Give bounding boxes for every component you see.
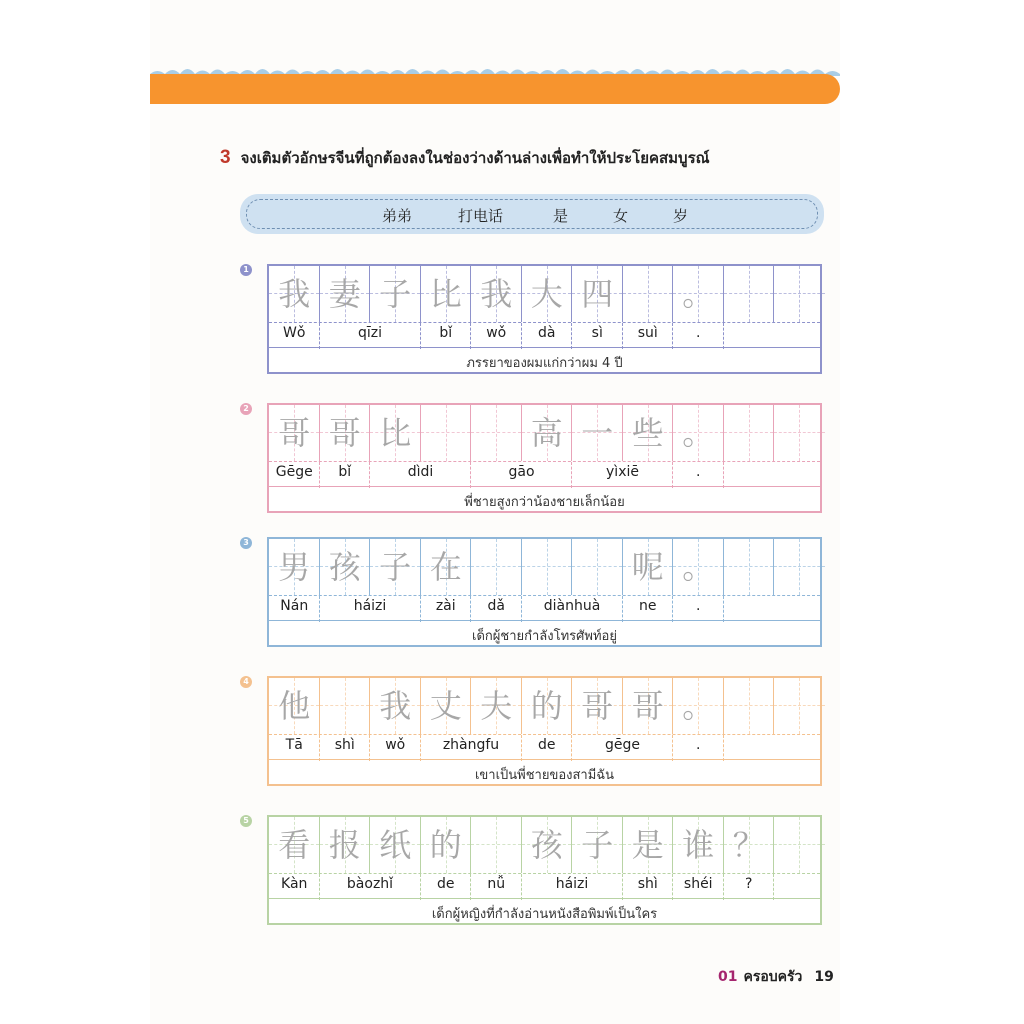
thai-translation: พี่ชายสูงกว่าน้องชายเล็กน้อย: [464, 495, 625, 510]
hanzi-character: 在: [429, 548, 462, 586]
exercise-5: [240, 815, 824, 927]
blank-character-cell[interactable]: [724, 266, 775, 322]
pinyin-text: dà: [538, 325, 556, 341]
pinyin-text: ?: [745, 876, 753, 892]
pinyin-text: Gēge: [275, 464, 313, 480]
pinyin-text: .: [696, 598, 701, 614]
page-number: 19: [814, 969, 834, 985]
writing-grid: [267, 264, 822, 374]
hanzi-character: 比: [379, 414, 412, 452]
pinyin-text: háizi: [555, 876, 589, 892]
pinyin-text: Wǒ: [283, 325, 306, 341]
word-bank-item: 是: [553, 207, 569, 225]
hanzi-character: 是: [631, 826, 664, 864]
hanzi-character: 。: [682, 275, 715, 313]
pinyin-text: .: [696, 737, 701, 753]
exercise-1: [240, 264, 824, 376]
hanzi-character: 哥: [328, 414, 361, 452]
pinyin-text: bǐ: [439, 325, 453, 341]
exercise-2: [240, 403, 824, 515]
pinyin-text: Kàn: [281, 876, 308, 892]
footer: [718, 966, 834, 988]
pinyin-text: zhàngfu: [442, 737, 500, 753]
hanzi-character: 报: [328, 826, 361, 864]
exercise-number-badge: 5: [240, 815, 252, 827]
hanzi-character: 。: [682, 548, 715, 586]
pinyin-text: gāo: [508, 464, 535, 480]
hanzi-character: 孩: [328, 548, 361, 586]
pinyin-text: yìxiē: [606, 464, 639, 480]
hanzi-character: 他: [278, 687, 311, 725]
blank-character-cell[interactable]: [774, 817, 825, 873]
pinyin-text: bàozhǐ: [346, 876, 394, 892]
hanzi-character: 哥: [581, 687, 614, 725]
exercise-number-badge: 1: [240, 264, 252, 276]
hanzi-character: 我: [379, 687, 412, 725]
instruction: [220, 146, 820, 170]
pinyin-text: Nán: [280, 598, 309, 614]
exercise-number-badge: 4: [240, 676, 252, 688]
hanzi-character: 男: [278, 548, 311, 586]
pinyin-text: Tā: [285, 737, 303, 753]
exercise-number-badge: 2: [240, 403, 252, 415]
hanzi-character: 大: [530, 275, 563, 313]
writing-grid: [267, 403, 822, 513]
hanzi-character: 我: [278, 275, 311, 313]
pinyin-text: dìdi: [407, 464, 434, 480]
word-bank-item: 弟弟: [382, 207, 413, 225]
pinyin-text: sì: [591, 325, 603, 341]
pinyin-text: háizi: [353, 598, 387, 614]
blank-character-cell[interactable]: [774, 678, 825, 734]
hanzi-character: 。: [682, 687, 715, 725]
blank-character-cell[interactable]: [572, 539, 623, 595]
pinyin-text: ne: [639, 598, 657, 614]
hanzi-character: 比: [429, 275, 462, 313]
hanzi-character: 。: [682, 414, 715, 452]
hanzi-character: 哥: [631, 687, 664, 725]
pinyin-text: wǒ: [486, 325, 507, 341]
blank-character-cell[interactable]: [421, 405, 472, 461]
pinyin-text: .: [696, 464, 701, 480]
hanzi-character: 丈: [429, 687, 462, 725]
hanzi-character: 子: [379, 548, 412, 586]
hanzi-character: 看: [278, 826, 311, 864]
hanzi-character: 夫: [480, 687, 513, 725]
word-bank-border: [246, 199, 818, 229]
word-bank-item: 女: [613, 207, 629, 225]
blank-character-cell[interactable]: [522, 539, 573, 595]
hanzi-character: 孩: [530, 826, 563, 864]
pinyin-text: wǒ: [385, 737, 406, 753]
hanzi-character: 子: [581, 826, 614, 864]
instruction-text: จงเติมตัวอักษรจีนที่ถูกต้องลงในช่องว่างด้านล่างเพื่อทำให้ประโยคสมบูรณ์: [240, 149, 710, 167]
hanzi-character: 的: [429, 826, 462, 864]
blank-character-cell[interactable]: [724, 539, 775, 595]
hanzi-character: 高: [530, 414, 563, 452]
instruction-number: 3: [220, 147, 231, 168]
word-bank: [240, 194, 824, 234]
exercise-3: [240, 537, 824, 649]
hanzi-character: 子: [379, 275, 412, 313]
blank-character-cell[interactable]: [774, 266, 825, 322]
hanzi-character: ？: [732, 826, 765, 864]
pinyin-text: de: [538, 737, 556, 753]
hanzi-character: 妻: [328, 275, 361, 313]
thai-translation: เขาเป็นพี่ชายของสามีฉัน: [474, 768, 615, 783]
pinyin-text: shéi: [683, 876, 713, 892]
pinyin-text: nǚ: [487, 876, 506, 892]
blank-character-cell[interactable]: [774, 405, 825, 461]
writing-grid: [267, 537, 822, 647]
pinyin-text: shì: [334, 737, 355, 753]
pinyin-text: qīzi: [357, 325, 382, 341]
pinyin-text: zài: [435, 598, 456, 614]
chapter-title: ครอบครัว: [743, 969, 803, 985]
blank-character-cell[interactable]: [724, 405, 775, 461]
blank-character-cell[interactable]: [623, 266, 674, 322]
pinyin-text: suì: [637, 325, 658, 341]
blank-character-cell[interactable]: [471, 817, 522, 873]
exercise-4: [240, 676, 824, 788]
pinyin-text: bǐ: [338, 464, 352, 480]
thai-translation: ภรรยาของผมแก่กว่าผม 4 ปี: [466, 356, 623, 371]
blank-character-cell[interactable]: [724, 678, 775, 734]
hanzi-character: 些: [631, 414, 664, 452]
writing-grid: [267, 815, 822, 925]
hanzi-character: 一: [581, 414, 614, 452]
thai-translation: เด็กผู้ชายกำลังโทรศัพท์อยู่: [472, 629, 617, 644]
pinyin-text: gēge: [605, 737, 640, 753]
blank-character-cell[interactable]: [774, 539, 825, 595]
header-bar: [150, 74, 840, 104]
word-bank-item: 打电话: [458, 207, 504, 225]
pinyin-text: diànhuà: [543, 598, 601, 614]
blank-character-cell[interactable]: [471, 539, 522, 595]
pinyin-text: de: [437, 876, 455, 892]
blank-character-cell[interactable]: [320, 678, 371, 734]
exercise-number-badge: 3: [240, 537, 252, 549]
hanzi-character: 谁: [682, 826, 715, 864]
thai-translation: เด็กผู้หญิงที่กำลังอ่านหนังสือพิมพ์เป็นใคร: [431, 907, 658, 922]
hanzi-character: 的: [530, 687, 563, 725]
writing-grid: [267, 676, 822, 786]
pinyin-text: dǎ: [487, 598, 505, 614]
hanzi-character: 呢: [631, 548, 664, 586]
pinyin-text: .: [696, 325, 701, 341]
hanzi-character: 纸: [379, 826, 412, 864]
pinyin-text: shì: [637, 876, 658, 892]
hanzi-character: 哥: [278, 414, 311, 452]
word-bank-item: 岁: [673, 207, 689, 225]
hanzi-character: 我: [480, 275, 513, 313]
hanzi-character: 四: [581, 275, 614, 313]
chapter-number: 01: [718, 969, 738, 985]
blank-character-cell[interactable]: [471, 405, 522, 461]
